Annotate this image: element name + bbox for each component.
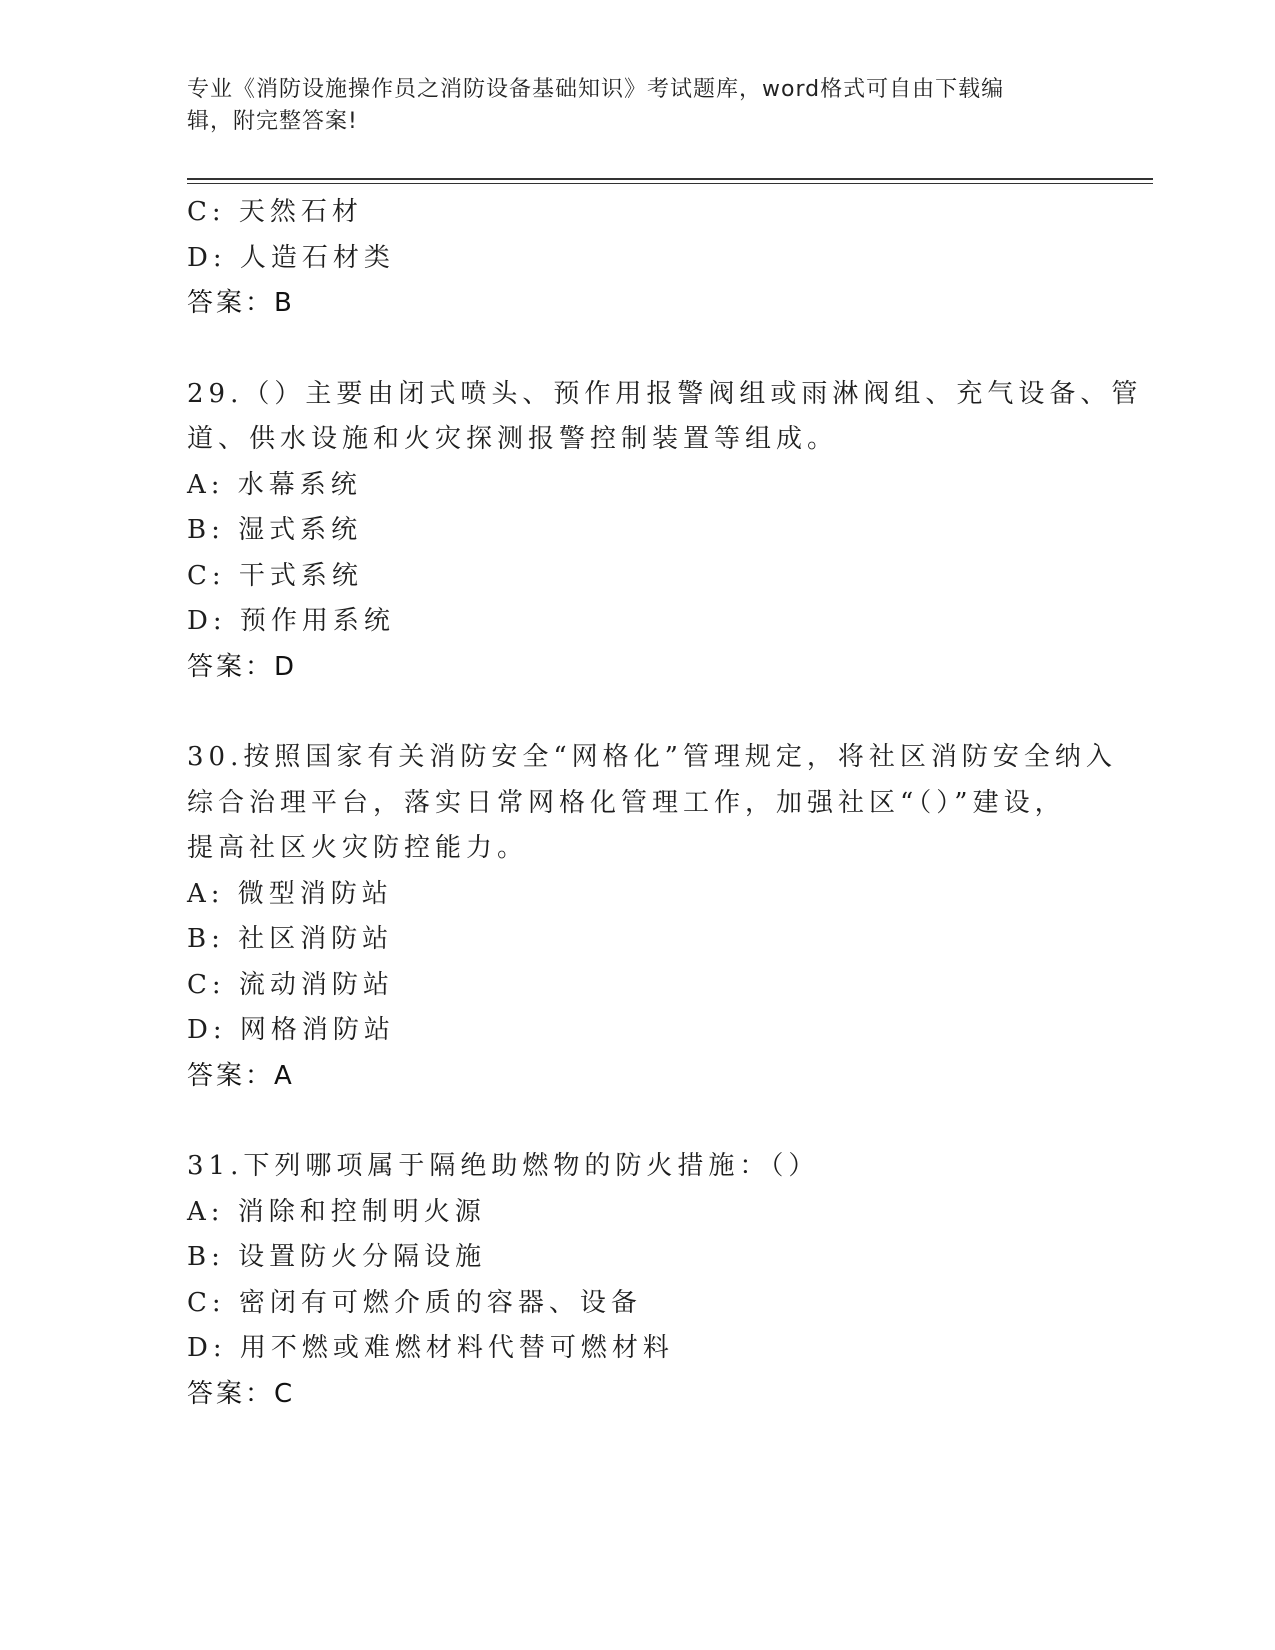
question-content xyxy=(187,190,1143,1417)
question-stem-line: 31.下列哪项属于隔绝助燃物的防火措施：（） xyxy=(187,1151,820,1181)
question-30 xyxy=(187,735,1117,1099)
option-d: D: 用不燃或难燃材料代替可燃材料 xyxy=(187,1333,674,1363)
option-b: B: 设置防火分隔设施 xyxy=(187,1242,487,1272)
option-a: A: 水幕系统 xyxy=(187,469,362,500)
option-d: D: 预作用系统 xyxy=(187,606,395,636)
answer-line: 答案：C xyxy=(187,1378,296,1409)
question-stem-line: 30.按照国家有关消防安全“网格化”管理规定，将社区消防安全纳入 xyxy=(187,742,1117,772)
answer-line: 答案：D xyxy=(187,651,298,682)
option-c: C: 天然石材 xyxy=(187,197,363,227)
previous-question-tail xyxy=(187,190,1087,327)
option-c: C: 干式系统 xyxy=(187,560,363,591)
question-stem-line: 29.（）主要由闭式喷头、预作用报警阀组或雨淋阀组、充气设备、管 xyxy=(187,378,1143,409)
option-a: A: 消除和控制明火源 xyxy=(187,1196,486,1227)
option-b: B: 湿式系统 xyxy=(187,515,363,545)
option-b: B: 社区消防站 xyxy=(187,924,394,954)
option-d: D: 人造石材类 xyxy=(187,242,395,273)
header-divider xyxy=(187,178,1153,184)
question-stem-line: 提高社区火灾防控能力。 xyxy=(187,833,529,863)
answer-line: 答案：B xyxy=(187,288,295,318)
question-31 xyxy=(187,1144,1087,1417)
option-c: C: 密闭有可燃介质的容器、设备 xyxy=(187,1287,642,1318)
question-29 xyxy=(187,372,1143,691)
header-line-1: 专业《消防设施操作员之消防设备基础知识》考试题库，word格式可自由下载编 xyxy=(187,77,1005,102)
document-header xyxy=(187,74,1067,138)
option-c: C: 流动消防站 xyxy=(187,969,394,1000)
answer-line: 答案：A xyxy=(187,1060,295,1091)
header-line-2: 辑，附完整答案! xyxy=(187,109,358,134)
question-stem-line: 道、供水设施和火灾探测报警控制装置等组成。 xyxy=(187,424,839,454)
option-d: D: 网格消防站 xyxy=(187,1015,395,1045)
question-stem-line: 综合治理平台，落实日常网格化管理工作，加强社区“（）”建设， xyxy=(187,787,1066,818)
option-a: A: 微型消防站 xyxy=(187,878,393,909)
